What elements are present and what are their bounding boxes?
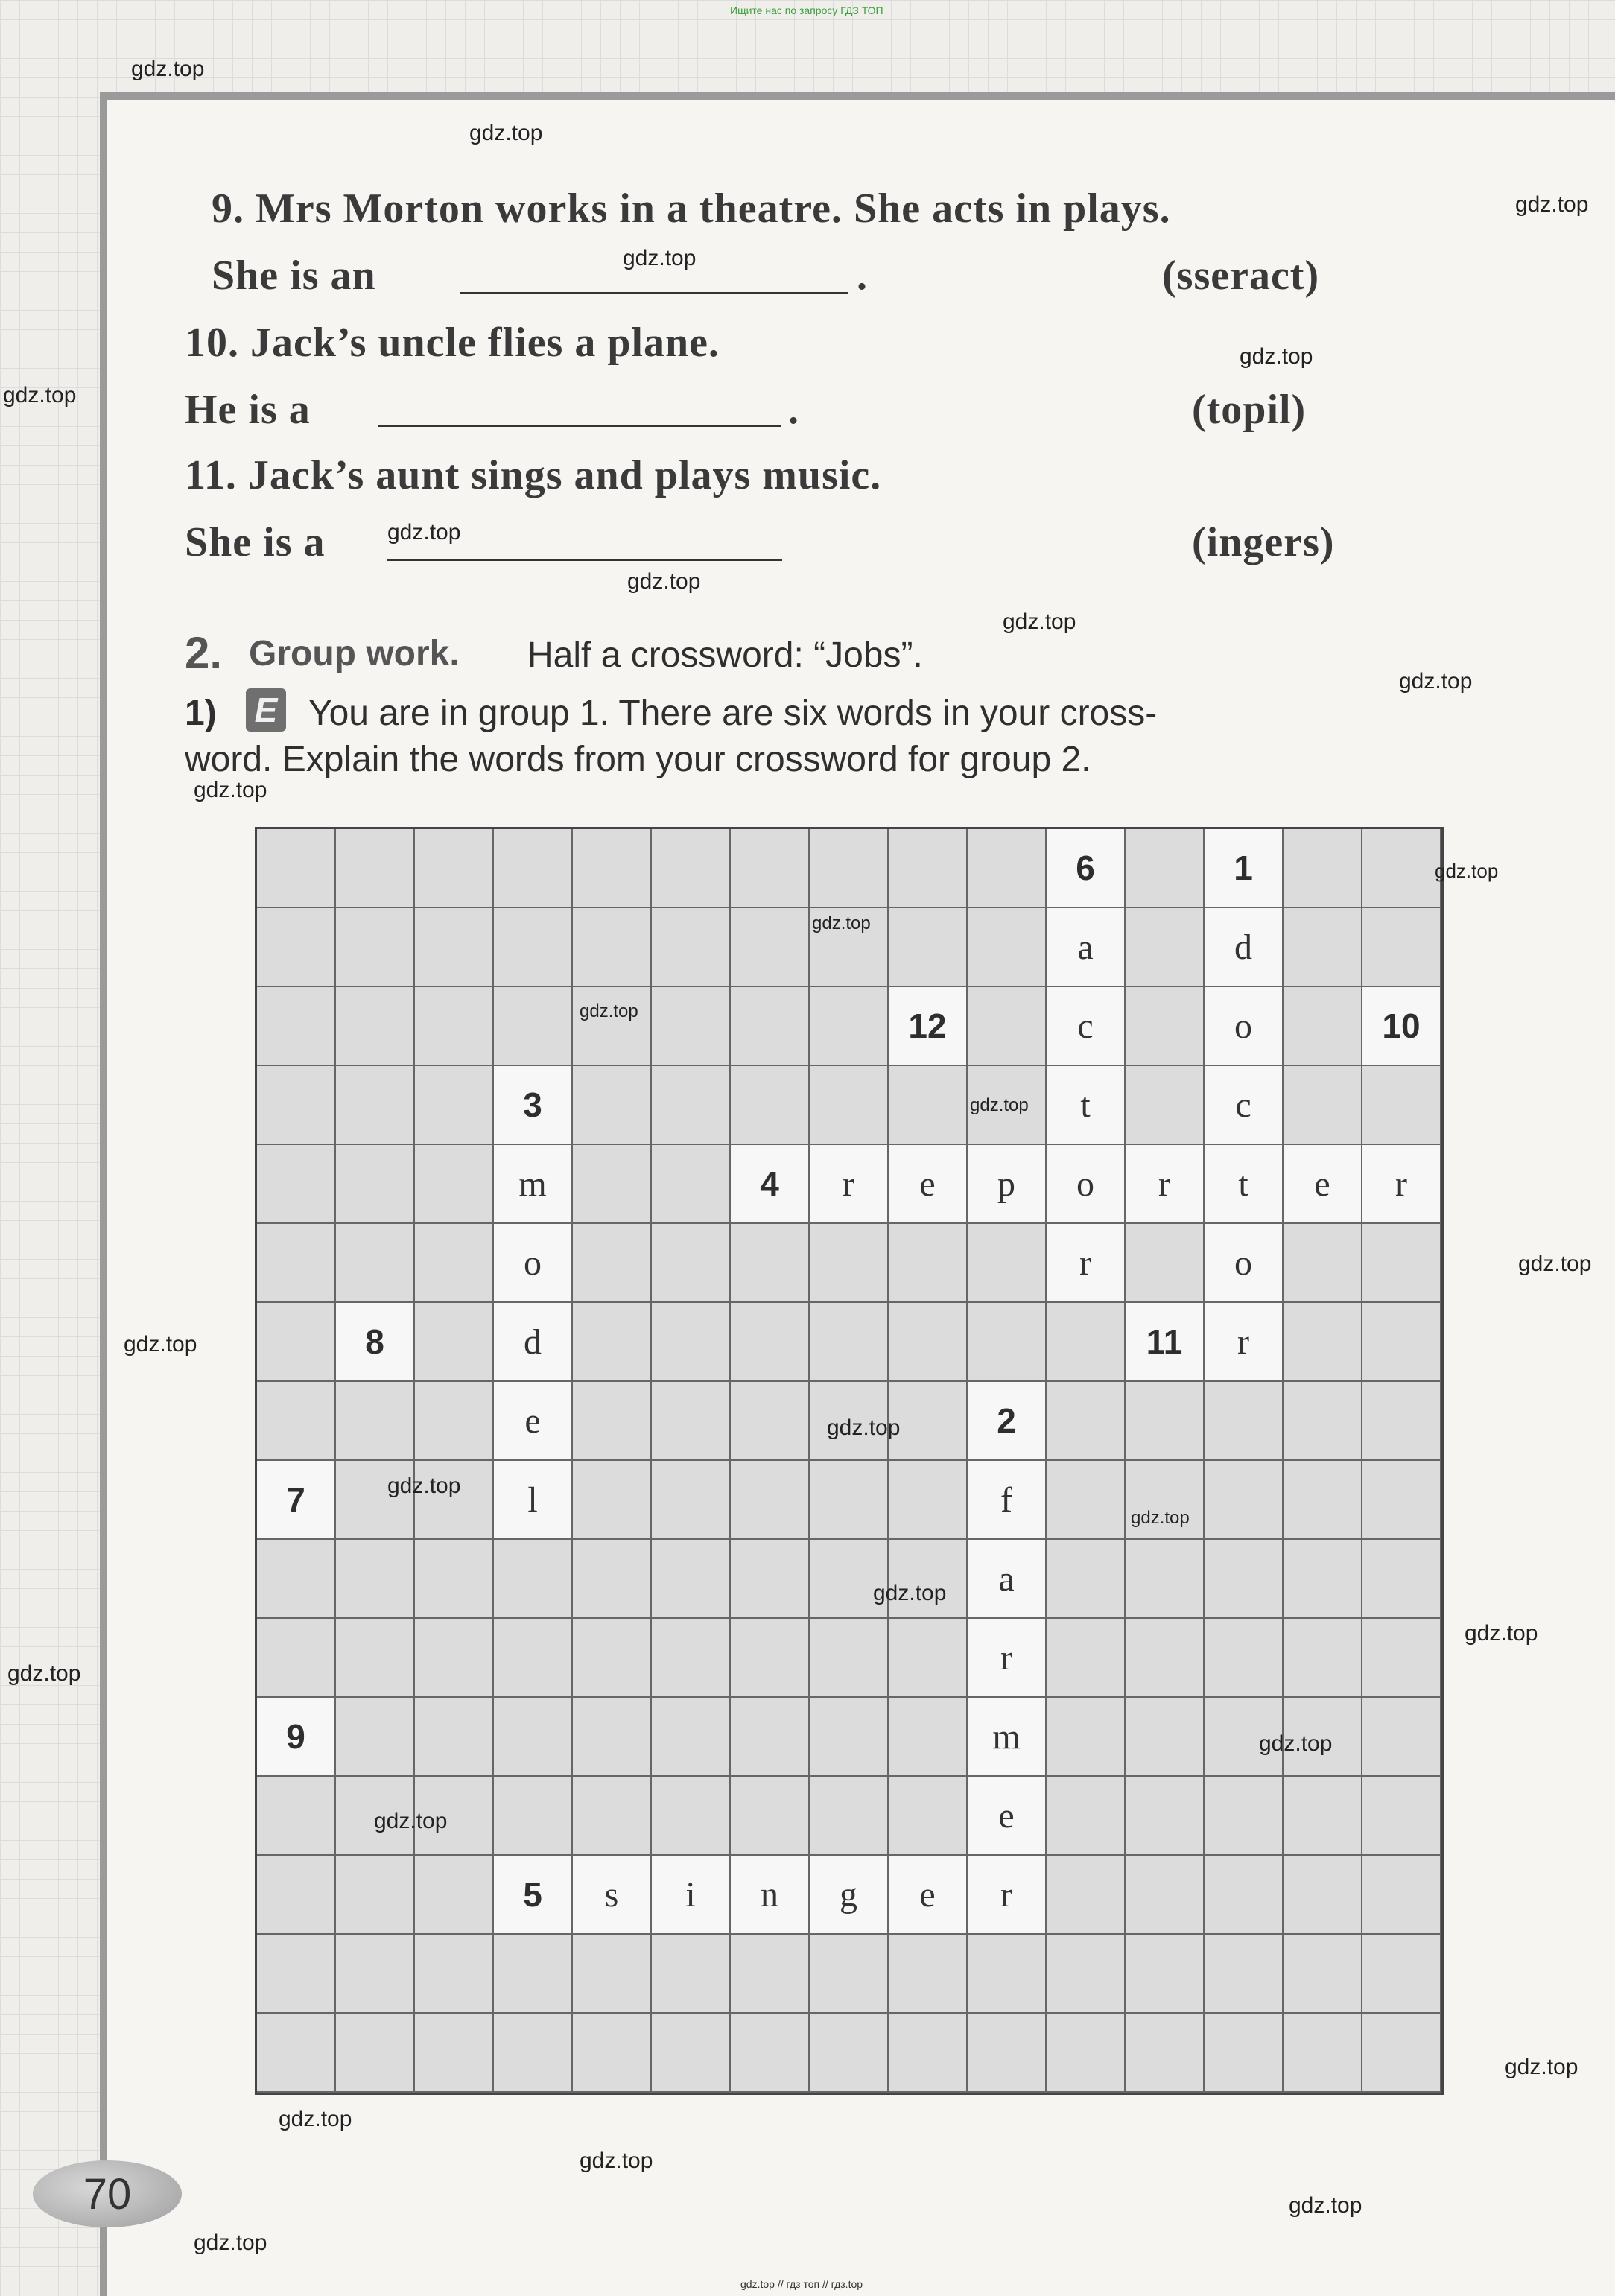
blank-cell <box>257 987 336 1066</box>
blank-cell <box>573 1461 652 1540</box>
blank-cell <box>810 1698 889 1777</box>
blank-cell <box>494 1540 573 1619</box>
letter-cell[interactable]: c <box>1047 987 1126 1066</box>
blank-cell <box>652 1461 731 1540</box>
letter-cell[interactable]: e <box>889 1145 968 1224</box>
item-10-answer-blank[interactable] <box>378 425 781 427</box>
blank-cell <box>731 1540 810 1619</box>
blank-cell <box>415 1540 494 1619</box>
watermark: gdz.top <box>194 778 267 802</box>
blank-cell <box>257 1856 336 1935</box>
watermark: gdz.top <box>7 1661 81 1686</box>
blank-cell <box>257 1777 336 1856</box>
blank-cell <box>1362 1777 1441 1856</box>
blank-cell <box>336 1461 415 1540</box>
blank-cell <box>1205 1777 1284 1856</box>
blank-cell <box>573 1698 652 1777</box>
blank-cell <box>731 1698 810 1777</box>
clue-number-cell[interactable]: 7 <box>257 1461 336 1540</box>
blank-cell <box>810 1777 889 1856</box>
blank-cell <box>1047 1935 1126 2014</box>
blank-cell <box>810 1540 889 1619</box>
blank-cell <box>1362 1303 1441 1382</box>
blank-cell <box>494 1619 573 1698</box>
blank-cell <box>968 908 1047 987</box>
blank-cell <box>731 1777 810 1856</box>
blank-cell <box>1126 1382 1205 1461</box>
blank-cell <box>415 1066 494 1145</box>
clue-number-cell[interactable]: 2 <box>968 1382 1047 1461</box>
item-9-line1: 9. Mrs Morton works in a theatre. She acts in plays. <box>212 185 1171 232</box>
blank-cell <box>336 1224 415 1303</box>
blank-cell <box>1362 1066 1441 1145</box>
blank-cell <box>573 1066 652 1145</box>
blank-cell <box>1126 2014 1205 2093</box>
blank-cell <box>1047 1382 1126 1461</box>
item-9-prefix: She is an <box>212 253 376 299</box>
exercise-2-number: 2. <box>185 628 223 678</box>
watermark: gdz.top <box>1289 2193 1362 2218</box>
blank-cell <box>415 2014 494 2093</box>
blank-cell <box>257 829 336 908</box>
watermark: gdz.top <box>1515 192 1589 217</box>
blank-cell <box>968 1935 1047 2014</box>
task-number: 1) <box>185 694 217 733</box>
blank-cell <box>1284 987 1362 1066</box>
blank-cell <box>652 1777 731 1856</box>
blank-cell <box>1205 1856 1284 1935</box>
blank-cell <box>1284 1303 1362 1382</box>
blank-cell <box>573 987 652 1066</box>
letter-cell[interactable]: e <box>968 1777 1047 1856</box>
blank-cell <box>1126 1698 1205 1777</box>
blank-cell <box>1126 1619 1205 1698</box>
bottom-banner: gdz.top // гдз топ // гдз.top <box>740 2278 863 2290</box>
blank-cell <box>1362 908 1441 987</box>
blank-cell <box>810 829 889 908</box>
blank-cell <box>494 908 573 987</box>
top-banner: Ищите нас по запросу ГДЗ ТОП <box>730 4 883 16</box>
blank-cell <box>889 1382 968 1461</box>
blank-cell <box>1362 1461 1441 1540</box>
clue-number-cell[interactable]: 12 <box>889 987 968 1066</box>
blank-cell <box>810 987 889 1066</box>
letter-cell[interactable]: a <box>1047 908 1126 987</box>
blank-cell <box>889 1461 968 1540</box>
blank-cell <box>257 1619 336 1698</box>
blank-cell <box>968 2014 1047 2093</box>
blank-cell <box>889 1777 968 1856</box>
letter-cell[interactable]: t <box>1047 1066 1126 1145</box>
blank-cell <box>415 987 494 1066</box>
letter-cell[interactable]: r <box>810 1145 889 1224</box>
blank-cell <box>652 1145 731 1224</box>
blank-cell <box>1362 2014 1441 2093</box>
blank-cell <box>415 829 494 908</box>
blank-cell <box>1362 1619 1441 1698</box>
letter-cell[interactable]: p <box>968 1145 1047 1224</box>
blank-cell <box>889 1224 968 1303</box>
blank-cell <box>1284 908 1362 987</box>
blank-cell <box>1047 1698 1126 1777</box>
blank-cell <box>257 1066 336 1145</box>
blank-cell <box>731 1066 810 1145</box>
blank-cell <box>336 1066 415 1145</box>
crossword-grid <box>255 827 1444 2095</box>
blank-cell <box>415 1145 494 1224</box>
watermark: gdz.top <box>194 2230 267 2255</box>
watermark: gdz.top <box>623 246 697 270</box>
blank-cell <box>1284 1540 1362 1619</box>
blank-cell <box>1284 2014 1362 2093</box>
blank-cell <box>731 1303 810 1382</box>
watermark: gdz.top <box>627 569 701 594</box>
blank-cell <box>652 987 731 1066</box>
exercise-2-subtitle: Half a crossword: “Jobs”. <box>527 635 923 675</box>
blank-cell <box>336 1935 415 2014</box>
blank-cell <box>573 1145 652 1224</box>
blank-cell <box>573 1935 652 2014</box>
watermark: gdz.top <box>124 1332 197 1357</box>
blank-cell <box>652 1224 731 1303</box>
letter-cell[interactable]: r <box>968 1856 1047 1935</box>
blank-cell <box>1284 1856 1362 1935</box>
letter-cell[interactable]: d <box>494 1303 573 1382</box>
blank-cell <box>889 829 968 908</box>
blank-cell <box>1126 987 1205 1066</box>
watermark: gdz.top <box>873 1581 947 1605</box>
blank-cell <box>889 1698 968 1777</box>
blank-cell <box>652 1698 731 1777</box>
blank-cell <box>257 1540 336 1619</box>
watermark: gdz.top <box>580 1001 638 1021</box>
blank-cell <box>731 1461 810 1540</box>
letter-cell[interactable]: g <box>810 1856 889 1935</box>
blank-cell <box>336 1540 415 1619</box>
blank-cell <box>257 1382 336 1461</box>
letter-cell[interactable]: r <box>1126 1145 1205 1224</box>
item-11-prefix: She is a <box>185 519 326 565</box>
blank-cell <box>1047 1777 1126 1856</box>
blank-cell <box>731 1935 810 2014</box>
blank-cell <box>1126 908 1205 987</box>
letter-cell[interactable]: o <box>1047 1145 1126 1224</box>
blank-cell <box>1047 1303 1126 1382</box>
blank-cell <box>1362 1224 1441 1303</box>
blank-cell <box>1362 1856 1441 1935</box>
blank-cell <box>731 2014 810 2093</box>
letter-cell[interactable]: t <box>1205 1145 1284 1224</box>
item-10-hint: (topil) <box>1192 387 1307 433</box>
blank-cell <box>573 1777 652 1856</box>
blank-cell <box>1047 1461 1126 1540</box>
clue-number-cell[interactable]: 6 <box>1047 829 1126 908</box>
item-10-period: . <box>788 387 799 433</box>
blank-cell <box>1284 1382 1362 1461</box>
letter-cell[interactable]: r <box>968 1619 1047 1698</box>
blank-cell <box>257 1935 336 2014</box>
letter-cell[interactable]: r <box>1047 1224 1126 1303</box>
blank-cell <box>494 1698 573 1777</box>
watermark: gdz.top <box>1131 1508 1190 1528</box>
blank-cell <box>573 1224 652 1303</box>
clue-number-cell[interactable]: 8 <box>336 1303 415 1382</box>
exercise-2-title: Group work. <box>249 634 460 673</box>
blank-cell <box>494 1777 573 1856</box>
english-exercise-icon: E <box>246 688 286 732</box>
blank-cell <box>336 987 415 1066</box>
watermark: gdz.top <box>970 1095 1029 1115</box>
blank-cell <box>889 1066 968 1145</box>
item-9-answer-blank[interactable] <box>460 292 848 294</box>
blank-cell <box>1047 1540 1126 1619</box>
watermark: gdz.top <box>1505 2055 1578 2079</box>
blank-cell <box>731 1619 810 1698</box>
blank-cell <box>494 1935 573 2014</box>
watermark: gdz.top <box>1003 609 1076 634</box>
blank-cell <box>1047 1619 1126 1698</box>
letter-cell[interactable]: m <box>968 1698 1047 1777</box>
blank-cell <box>336 1698 415 1777</box>
blank-cell <box>731 1382 810 1461</box>
letter-cell[interactable]: r <box>1362 1145 1441 1224</box>
blank-cell <box>1284 1935 1362 2014</box>
blank-cell <box>573 1382 652 1461</box>
blank-cell <box>731 829 810 908</box>
watermark: gdz.top <box>387 1474 461 1498</box>
blank-cell <box>652 2014 731 2093</box>
letter-cell[interactable]: n <box>731 1856 810 1935</box>
letter-cell[interactable]: s <box>573 1856 652 1935</box>
blank-cell <box>415 1461 494 1540</box>
watermark: gdz.top <box>1240 344 1313 369</box>
clue-number-cell[interactable]: 4 <box>731 1145 810 1224</box>
blank-cell <box>1205 1461 1284 1540</box>
blank-cell <box>1126 1540 1205 1619</box>
page-number: 70 <box>33 2160 182 2227</box>
blank-cell <box>336 1382 415 1461</box>
clue-number-cell[interactable]: 9 <box>257 1698 336 1777</box>
blank-cell <box>889 1935 968 2014</box>
blank-cell <box>1126 1777 1205 1856</box>
blank-cell <box>573 1303 652 1382</box>
blank-cell <box>415 1303 494 1382</box>
blank-cell <box>889 1619 968 1698</box>
blank-cell <box>1205 2014 1284 2093</box>
item-11-answer-blank[interactable] <box>387 559 782 561</box>
letter-cell[interactable]: f <box>968 1461 1047 1540</box>
letter-cell[interactable]: r <box>1205 1303 1284 1382</box>
blank-cell <box>810 1619 889 1698</box>
item-10-prefix: He is a <box>185 387 311 433</box>
blank-cell <box>1126 1935 1205 2014</box>
blank-cell <box>810 2014 889 2093</box>
letter-cell[interactable]: e <box>494 1382 573 1461</box>
letter-cell[interactable]: m <box>494 1145 573 1224</box>
blank-cell <box>968 987 1047 1066</box>
blank-cell <box>1362 1382 1441 1461</box>
blank-cell <box>257 1303 336 1382</box>
watermark: gdz.top <box>374 1809 448 1833</box>
clue-number-cell[interactable]: 1 <box>1205 829 1284 908</box>
blank-cell <box>1126 1224 1205 1303</box>
watermark: gdz.top <box>812 913 871 933</box>
blank-cell <box>1126 1066 1205 1145</box>
blank-cell <box>336 908 415 987</box>
blank-cell <box>1362 1698 1441 1777</box>
blank-cell <box>415 908 494 987</box>
blank-cell <box>257 2014 336 2093</box>
blank-cell <box>652 1303 731 1382</box>
clue-number-cell[interactable]: 5 <box>494 1856 573 1935</box>
watermark: gdz.top <box>131 57 205 81</box>
blank-cell <box>415 1856 494 1935</box>
watermark: gdz.top <box>1465 1621 1538 1646</box>
blank-cell <box>415 1224 494 1303</box>
blank-cell <box>652 1066 731 1145</box>
blank-cell <box>731 908 810 987</box>
letter-cell[interactable]: i <box>652 1856 731 1935</box>
blank-cell <box>415 1619 494 1698</box>
blank-cell <box>1126 1856 1205 1935</box>
blank-cell <box>336 2014 415 2093</box>
watermark: gdz.top <box>3 383 77 407</box>
blank-cell <box>810 1303 889 1382</box>
watermark: gdz.top <box>827 1415 901 1440</box>
watermark: gdz.top <box>580 2148 653 2173</box>
letter-cell[interactable]: c <box>1205 1066 1284 1145</box>
blank-cell <box>1205 1382 1284 1461</box>
letter-cell[interactable]: d <box>1205 908 1284 987</box>
blank-cell <box>336 1619 415 1698</box>
item-9-hint: (sseract) <box>1162 253 1320 299</box>
blank-cell <box>1284 1777 1362 1856</box>
clue-number-cell[interactable]: 10 <box>1362 987 1441 1066</box>
blank-cell <box>415 1698 494 1777</box>
watermark: gdz.top <box>1399 669 1473 694</box>
blank-cell <box>652 829 731 908</box>
blank-cell <box>573 829 652 908</box>
blank-cell <box>573 1540 652 1619</box>
blank-cell <box>1284 829 1362 908</box>
item-10-line1: 10. Jack’s uncle flies a plane. <box>185 320 720 366</box>
watermark: gdz.top <box>279 2107 352 2131</box>
blank-cell <box>1362 1935 1441 2014</box>
watermark: gdz.top <box>1518 1252 1592 1276</box>
blank-cell <box>257 908 336 987</box>
letter-cell[interactable]: l <box>494 1461 573 1540</box>
letter-cell[interactable]: o <box>1205 987 1284 1066</box>
blank-cell <box>1284 1066 1362 1145</box>
task-line-2: word. Explain the words from your crossword for group 2. <box>185 740 1091 779</box>
blank-cell <box>652 1382 731 1461</box>
blank-cell <box>1047 2014 1126 2093</box>
blank-cell <box>652 908 731 987</box>
blank-cell <box>731 1224 810 1303</box>
item-11-line1: 11. Jack’s aunt sings and plays music. <box>185 452 882 498</box>
blank-cell <box>494 829 573 908</box>
blank-cell <box>810 1935 889 2014</box>
blank-cell <box>336 1856 415 1935</box>
blank-cell <box>1284 1461 1362 1540</box>
blank-cell <box>336 829 415 908</box>
blank-cell <box>573 908 652 987</box>
blank-cell <box>731 987 810 1066</box>
blank-cell <box>1284 1224 1362 1303</box>
watermark: gdz.top <box>387 520 461 545</box>
blank-cell <box>889 908 968 987</box>
clue-number-cell[interactable]: 11 <box>1126 1303 1205 1382</box>
watermark: gdz.top <box>469 121 543 145</box>
blank-cell <box>652 1540 731 1619</box>
blank-cell <box>494 987 573 1066</box>
blank-cell <box>1362 829 1441 908</box>
blank-cell <box>889 1303 968 1382</box>
blank-cell <box>1362 1540 1441 1619</box>
task-line-1: You are in group 1. There are six words in your cross- <box>308 694 1158 733</box>
letter-cell[interactable]: o <box>1205 1224 1284 1303</box>
blank-cell <box>1047 1856 1126 1935</box>
blank-cell <box>968 1303 1047 1382</box>
blank-cell <box>257 1145 336 1224</box>
blank-cell <box>652 1935 731 2014</box>
item-9-period: . <box>857 253 868 299</box>
watermark: gdz.top <box>1435 860 1499 882</box>
blank-cell <box>652 1619 731 1698</box>
blank-cell <box>494 2014 573 2093</box>
letter-cell[interactable]: a <box>968 1540 1047 1619</box>
item-11-hint: (ingers) <box>1192 519 1335 565</box>
blank-cell <box>1205 1935 1284 2014</box>
blank-cell <box>415 1382 494 1461</box>
watermark: gdz.top <box>1259 1731 1333 1756</box>
letter-cell[interactable]: e <box>1284 1145 1362 1224</box>
blank-cell <box>889 1540 968 1619</box>
blank-cell <box>1205 1540 1284 1619</box>
letter-cell[interactable]: e <box>889 1856 968 1935</box>
blank-cell <box>889 2014 968 2093</box>
letter-cell[interactable]: o <box>494 1224 573 1303</box>
blank-cell <box>1205 1619 1284 1698</box>
blank-cell <box>968 829 1047 908</box>
blank-cell <box>573 2014 652 2093</box>
blank-cell <box>810 1066 889 1145</box>
blank-cell <box>1126 829 1205 908</box>
blank-cell <box>257 1224 336 1303</box>
blank-cell <box>336 1145 415 1224</box>
blank-cell <box>810 1224 889 1303</box>
blank-cell <box>415 1935 494 2014</box>
blank-cell <box>810 1461 889 1540</box>
clue-number-cell[interactable]: 3 <box>494 1066 573 1145</box>
blank-cell <box>968 1224 1047 1303</box>
blank-cell <box>573 1619 652 1698</box>
blank-cell <box>1284 1619 1362 1698</box>
